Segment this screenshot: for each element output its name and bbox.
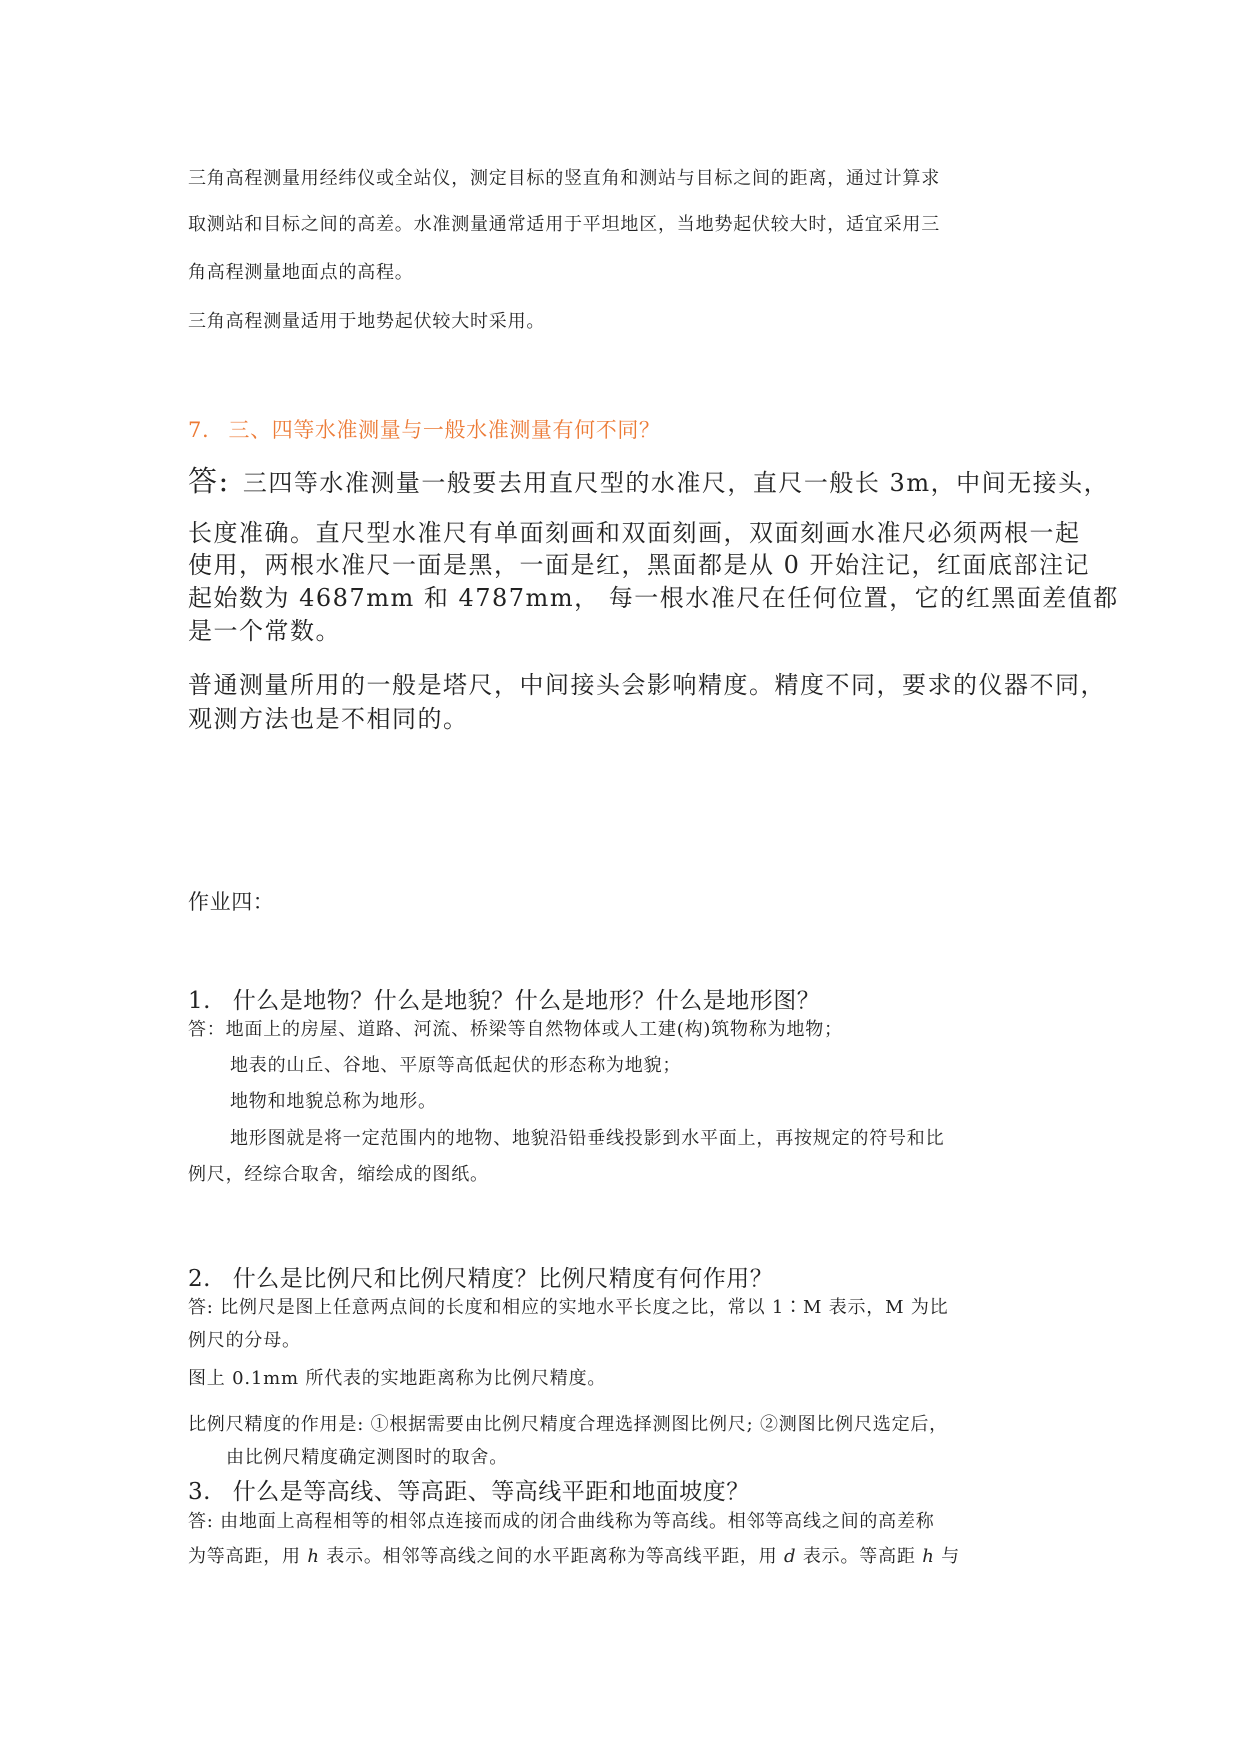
q7-title: 三、四等水准测量与一般水准测量有何不同？ bbox=[228, 418, 661, 442]
hw4-q1-line-4: 地形图就是将一定范围内的地物、地貌沿铅垂线投影到水平面上，再按规定的符号和比 bbox=[230, 1128, 945, 1149]
hw4-q3-heading bbox=[188, 1473, 750, 1506]
q7-answer-line-1 bbox=[188, 459, 1109, 500]
hw4-q1-line-1: 答：地面上的房屋、道路、河流、桥梁等自然物体或人工建(构)筑物称为地物； bbox=[188, 1019, 843, 1040]
q7-answer-mark: 答: bbox=[188, 464, 230, 498]
q7-answer-line-3: 使用，两根水准尺一面是黑，一面是红，黑面都是从 0 开始注记，红面底部注记 bbox=[188, 551, 1091, 579]
hw4-title: 作业四： bbox=[188, 890, 275, 914]
q7-answer-line-4: 起始数为 4687mm 和 4787mm， 每一根水准尺在任何位置，它的红黑面差值都 bbox=[188, 584, 1119, 612]
hw4-q3-line-2-part-1: 为等高距，用 bbox=[188, 1546, 301, 1567]
intro-p1-line-1: 三角高程测量用经纬仪或全站仪，测定目标的竖直角和测站与目标之间的距离，通过计算求 bbox=[188, 168, 940, 189]
hw4-q1-title: 什么是地物？什么是地貌？什么是地形？什么是地形图？ bbox=[232, 988, 821, 1014]
hw4-q2-number: 2. bbox=[188, 1266, 211, 1292]
q7-p2-line-1: 普通测量所用的一般是塔尺，中间接头会影响精度。精度不同，要求的仪器不同， bbox=[188, 671, 1106, 699]
hw4-q2-title: 什么是比例尺和比例尺精度？比例尺精度有何作用？ bbox=[232, 1266, 774, 1292]
q7-heading bbox=[188, 414, 661, 444]
intro-p1-line-3: 角高程测量地面点的高程。 bbox=[188, 262, 414, 283]
hw4-q3-line-2 bbox=[188, 1542, 960, 1568]
hw4-q3-line-2-part-2: 表示。相邻等高线之间的水平距离称为等高线平距，用 bbox=[326, 1546, 778, 1567]
hw4-q3-symbol-h: h bbox=[307, 1546, 320, 1567]
hw4-q3-line-2-part-4: 与 bbox=[941, 1546, 960, 1567]
hw4-q1-number: 1. bbox=[188, 988, 211, 1014]
hw4-q1-line-2: 地表的山丘、谷地、平原等高低起伏的形态称为地貌； bbox=[230, 1055, 682, 1076]
hw4-q1-line-5: 例尺，经综合取舍，缩绘成的图纸。 bbox=[188, 1164, 489, 1185]
q7-number: 7. bbox=[188, 418, 210, 442]
hw4-q1-heading bbox=[188, 982, 820, 1015]
hw4-q2-line-5: 由比例尺精度确定测图时的取舍。 bbox=[226, 1447, 508, 1468]
q7-answer-line-2: 长度准确。直尺型水准尺有单面刻画和双面刻画，双面刻画水准尺必须两根一起 bbox=[188, 519, 1081, 547]
hw4-q2-line-3: 图上 0.1mm 所代表的实地距离称为比例尺精度。 bbox=[188, 1368, 607, 1389]
hw4-q3-symbol-d: d bbox=[784, 1546, 797, 1567]
hw4-q3-number: 3. bbox=[188, 1479, 211, 1505]
hw4-q3-title: 什么是等高线、等高距、等高线平距和地面坡度？ bbox=[232, 1479, 750, 1505]
hw4-q2-line-2: 例尺的分母。 bbox=[188, 1330, 301, 1351]
intro-p2: 三角高程测量适用于地势起伏较大时采用。 bbox=[188, 311, 546, 332]
hw4-q3-symbol-h-2: h bbox=[922, 1546, 935, 1567]
hw4-q2-heading bbox=[188, 1260, 773, 1293]
hw4-q2-line-4: 比例尺精度的作用是: ①根据需要由比例尺精度合理选择测图比例尺; ②测图比例尺选定后， bbox=[188, 1414, 948, 1435]
intro-p1-line-2: 取测站和目标之间的高差。水准测量通常适用于平坦地区，当地势起伏较大时，适宜采用三 bbox=[188, 214, 940, 235]
q7-answer-line-5: 是一个常数。 bbox=[188, 617, 341, 645]
q7-answer-text-1: 三四等水准测量一般要去用直尺型的水准尺，直尺一般长 3m，中间无接头， bbox=[242, 469, 1110, 497]
hw4-q3-line-1: 答: 由地面上高程相等的相邻点连接而成的闭合曲线称为等高线。相邻等高线之间的高差称 bbox=[188, 1511, 935, 1532]
hw4-q1-line-3: 地物和地貌总称为地形。 bbox=[230, 1091, 437, 1112]
hw4-q2-line-1: 答: 比例尺是图上任意两点间的长度和相应的实地水平长度之比，常以 1∶M 表示，M 为比 bbox=[188, 1297, 949, 1318]
hw4-q3-line-2-part-3: 表示。等高距 bbox=[802, 1546, 916, 1567]
q7-p2-line-2: 观测方法也是不相同的。 bbox=[188, 705, 469, 733]
